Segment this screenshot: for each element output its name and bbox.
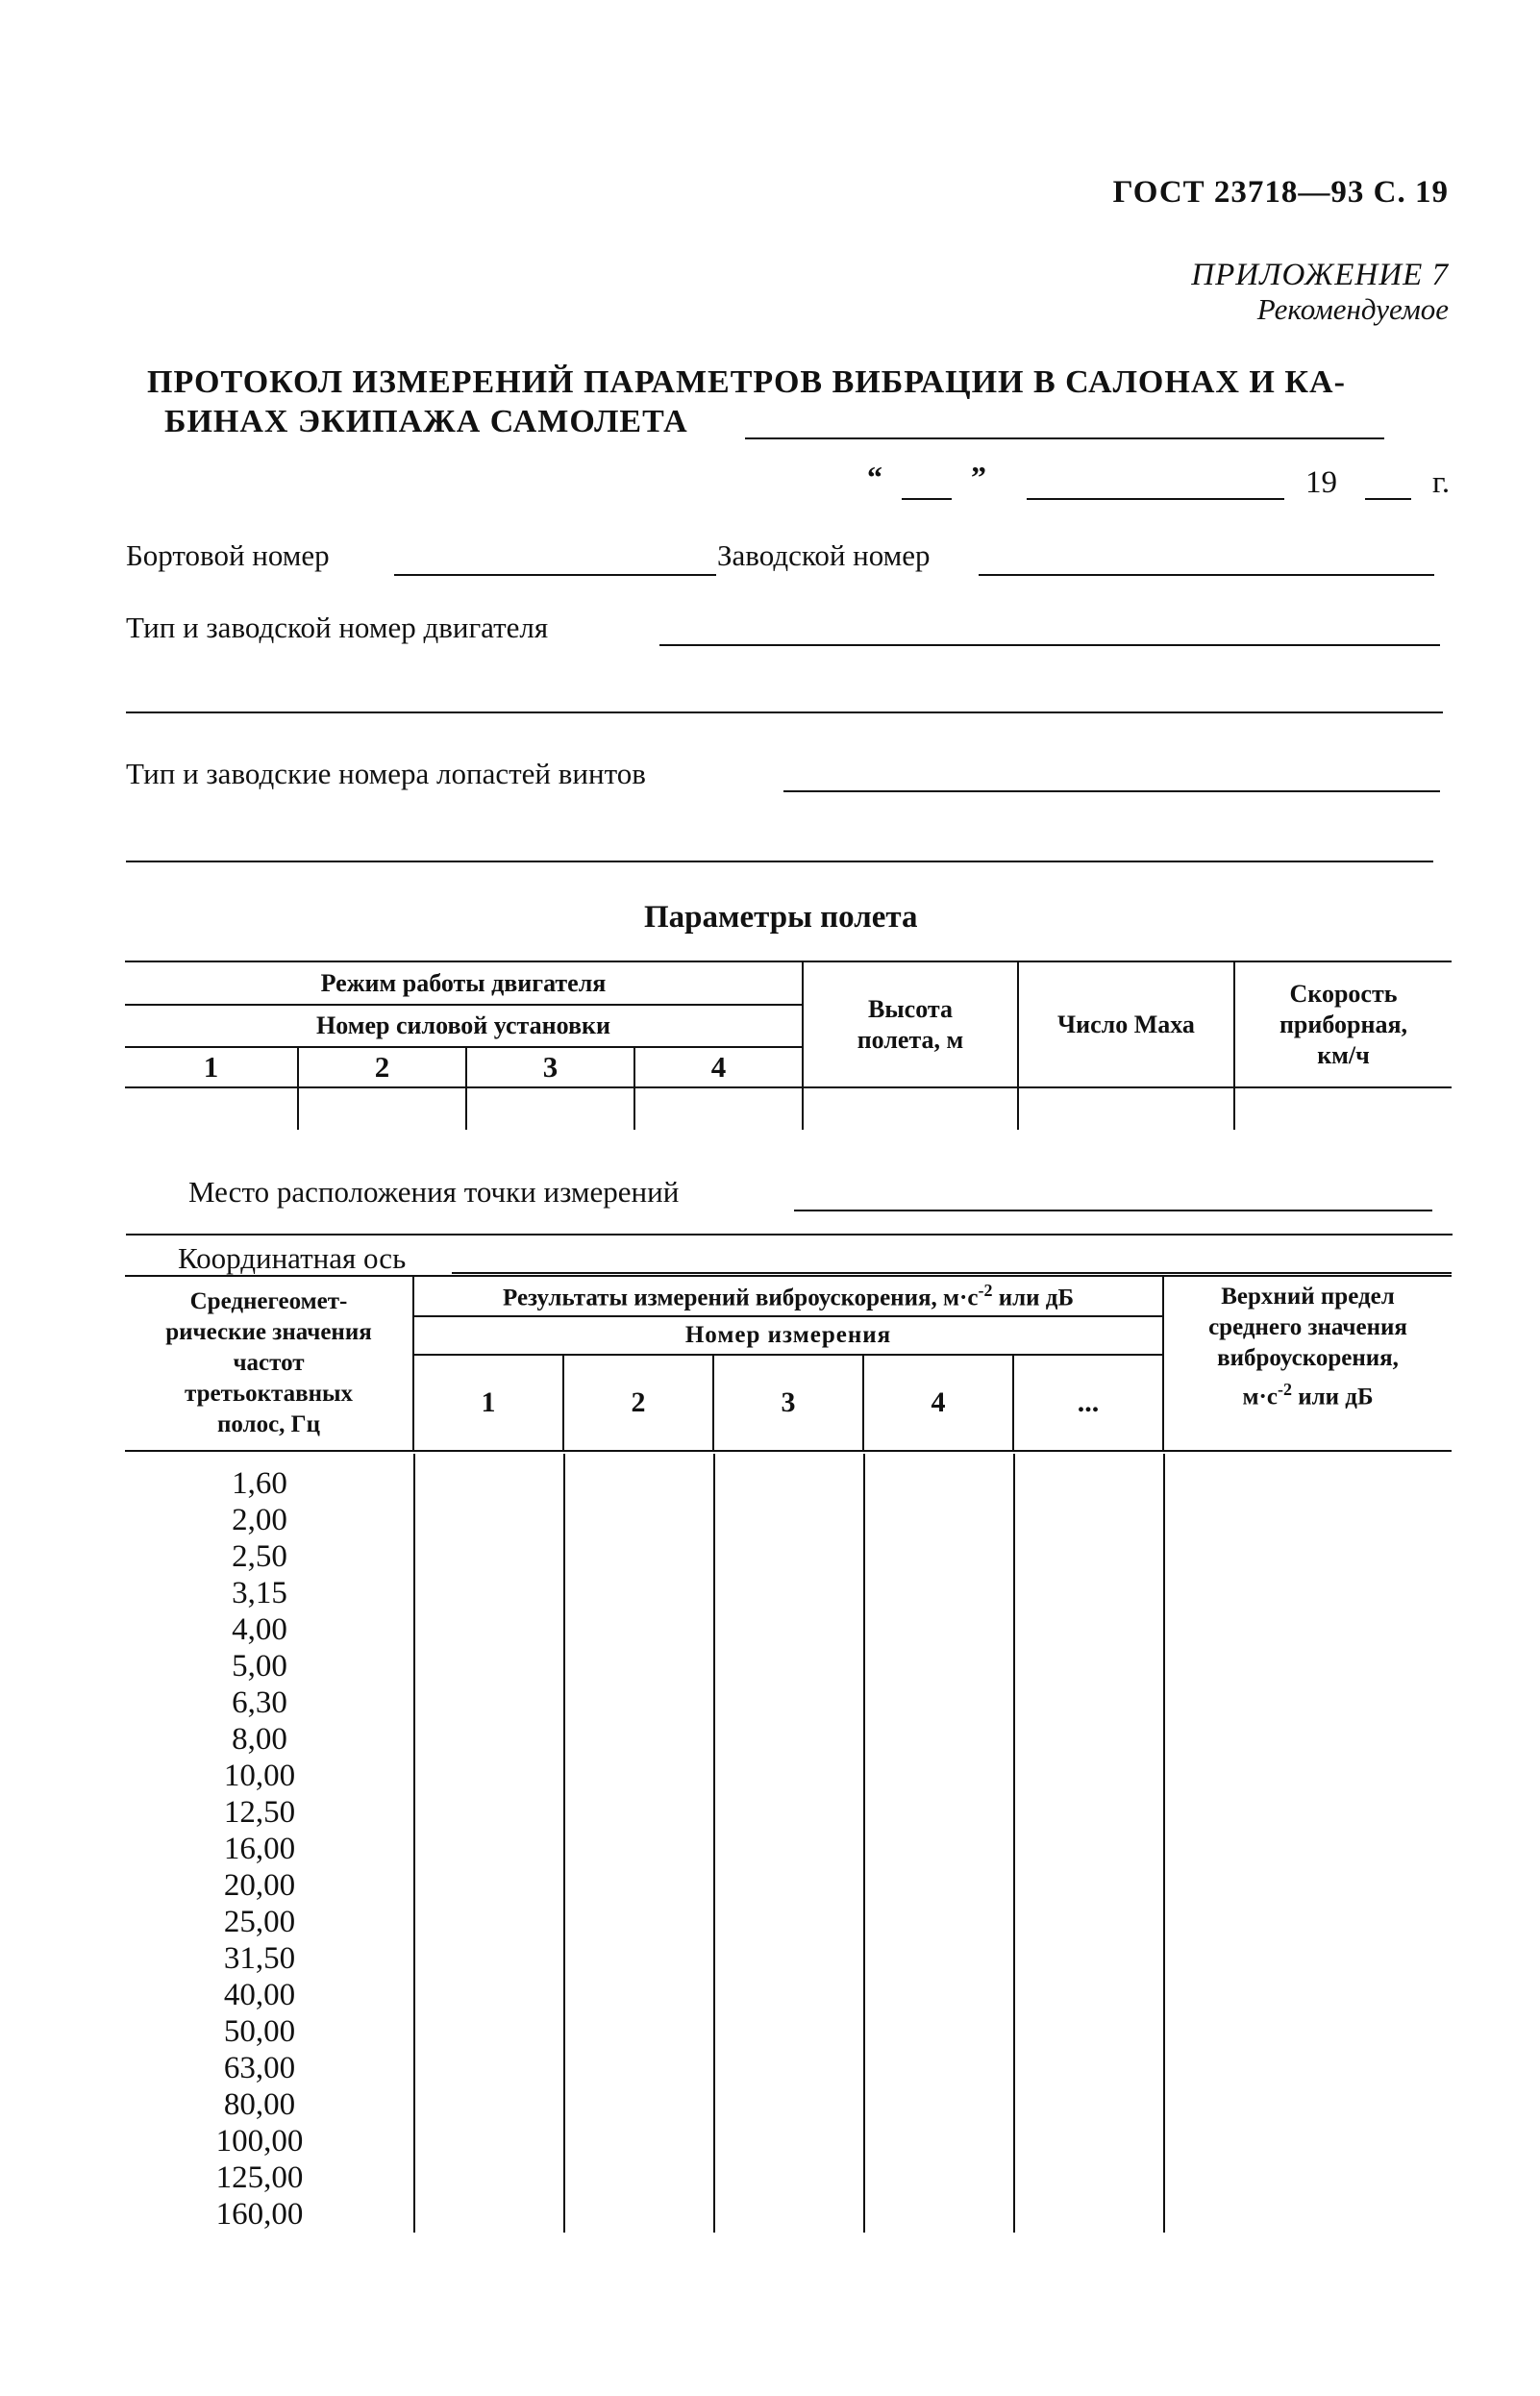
year-blank-line: [1365, 498, 1411, 500]
limit-header: [1163, 1276, 1452, 1451]
frequency-value: 25,00: [223, 1905, 296, 1939]
frequency-list: [178, 1465, 341, 2233]
frequency-value: 40,00: [223, 1978, 296, 2012]
results-table: [125, 1275, 1452, 1452]
frequency-value: 125,00: [215, 2160, 304, 2195]
blades-label: Тип и заводские номера лопастей винтов: [126, 757, 646, 790]
engine-label: Тип и заводской номер двигателя: [126, 611, 549, 644]
board-number-label: Бортовой номер: [126, 538, 330, 572]
frequency-value: 4,00: [232, 1612, 287, 1647]
results-header-tail: или дБ: [992, 1285, 1074, 1311]
measurement-col-1: 1: [413, 1355, 563, 1451]
mach-cell: [1018, 1087, 1234, 1130]
separator-line: [126, 1234, 1453, 1235]
speed-cell: [1234, 1087, 1452, 1130]
factory-number-line: [979, 574, 1434, 576]
frequency-value: 100,00: [215, 2124, 304, 2159]
frequency-value: 160,00: [215, 2197, 304, 2232]
body-vline-4: [863, 1454, 865, 2233]
engine-line-2: [126, 711, 1443, 713]
results-header-text: Результаты измерений виброускорения, м·с: [503, 1285, 979, 1311]
blades-line-2: [126, 861, 1433, 862]
body-vline-2: [563, 1454, 565, 2233]
blades-line: [783, 790, 1440, 792]
unit-col-1: 1: [203, 1050, 219, 1084]
protocol-title-line1: ПРОТОКОЛ ИЗМЕРЕНИЙ ПАРАМЕТРОВ ВИБРАЦИИ В САЛОНАХ И КА-: [147, 364, 1346, 400]
frequency-value: 5,00: [232, 1649, 287, 1684]
unit-col-4: 4: [634, 1047, 803, 1087]
measurement-col-more: ...: [1013, 1355, 1163, 1451]
measurement-point-label: Место расположения точки измерений: [188, 1175, 680, 1209]
frequency-value: 3,15: [232, 1576, 287, 1610]
body-vline-3: [713, 1454, 715, 2233]
speed-header: [1234, 961, 1452, 1087]
frequency-header-line2: рические значения: [165, 1319, 372, 1345]
date-open-quote: “: [867, 460, 882, 494]
frequency-value: 8,00: [232, 1722, 287, 1757]
frequency-value: 12,50: [223, 1795, 296, 1830]
appendix-status: Рекомендуемое: [1256, 292, 1449, 326]
date-close-quote: ”: [971, 460, 986, 494]
frequency-value: 10,00: [223, 1759, 296, 1793]
power-unit-header: Номер силовой установки: [125, 1005, 803, 1047]
unit-col-2: 2: [298, 1047, 466, 1087]
frequency-header-line5: полос, Гц: [216, 1411, 320, 1437]
unit-2-cell: [298, 1087, 466, 1130]
altitude-header: [803, 961, 1018, 1087]
measurement-col-2: 2: [563, 1355, 713, 1451]
frequency-value: 2,00: [232, 1503, 287, 1537]
unit-col-3: 3: [466, 1047, 634, 1087]
unit-1-cell: [125, 1087, 298, 1130]
aircraft-blank-line: [745, 437, 1384, 439]
unit-4-cell: [634, 1087, 803, 1130]
board-number-line: [394, 574, 716, 576]
measurement-point-line: [794, 1210, 1432, 1211]
measurement-col-3: 3: [713, 1355, 863, 1451]
frequency-value: 6,30: [232, 1685, 287, 1720]
limit-header-unit-tail: или дБ: [1291, 1384, 1374, 1410]
altitude-header-line2: полета, м: [857, 1025, 964, 1054]
frequency-header-line4: третьоктавных: [185, 1381, 353, 1407]
frequency-value: 2,50: [232, 1539, 287, 1574]
altitude-cell: [803, 1087, 1018, 1130]
axis-label: Координатная ось: [178, 1241, 407, 1275]
measurement-col-4: 4: [863, 1355, 1013, 1451]
results-header: [413, 1276, 1163, 1316]
measurement-number-header: Номер измерения: [413, 1316, 1163, 1355]
frequency-value: 16,00: [223, 1832, 296, 1866]
year-prefix: 19: [1305, 465, 1337, 500]
limit-header-line1: Верхний предел: [1221, 1283, 1395, 1310]
frequency-value: 20,00: [223, 1868, 296, 1903]
limit-header-exponent: -2: [1277, 1379, 1292, 1399]
speed-header-line3: км/ч: [1317, 1040, 1370, 1069]
frequency-header: [125, 1276, 413, 1451]
month-blank-line: [1027, 498, 1284, 500]
document-code: ГОСТ 23718—93 С. 19: [1112, 175, 1449, 210]
body-vline-1: [413, 1454, 415, 2233]
frequency-value: 31,50: [223, 1941, 296, 1976]
body-vline-6: [1163, 1454, 1165, 2233]
body-vline-5: [1013, 1454, 1015, 2233]
engine-mode-header: Режим работы двигателя: [125, 961, 803, 1005]
frequency-value: 80,00: [223, 2087, 296, 2122]
day-blank-line: [902, 498, 952, 500]
limit-header-line3: виброускорения,: [1217, 1344, 1399, 1371]
frequency-value: 50,00: [223, 2014, 296, 2049]
limit-header-unit: м·с: [1242, 1384, 1278, 1410]
speed-header-line2: приборная,: [1279, 1010, 1408, 1038]
speed-header-line1: Скорость: [1289, 979, 1398, 1008]
year-suffix: г.: [1432, 465, 1451, 500]
limit-header-line2: среднего значения: [1208, 1313, 1407, 1340]
mach-header: Число Маха: [1018, 961, 1234, 1087]
frequency-value: 63,00: [223, 2051, 296, 2085]
factory-number-label: Заводской номер: [717, 538, 931, 572]
appendix-label: ПРИЛОЖЕНИЕ 7: [1191, 258, 1449, 292]
unit-3-cell: [466, 1087, 634, 1130]
axis-line: [452, 1272, 1452, 1274]
frequency-header-line1: Среднегеомет-: [189, 1288, 348, 1314]
frequency-header-line3: частот: [233, 1350, 305, 1376]
flight-params-table: [125, 961, 1452, 1130]
frequency-value: 1,60: [232, 1466, 287, 1501]
altitude-header-line1: Высота: [868, 994, 953, 1023]
flight-params-title: Параметры полета: [644, 900, 918, 935]
results-header-exponent: -2: [978, 1280, 993, 1300]
protocol-title-line2: БИНАХ ЭКИПАЖА САМОЛЕТА: [164, 404, 688, 439]
engine-line: [659, 644, 1440, 646]
